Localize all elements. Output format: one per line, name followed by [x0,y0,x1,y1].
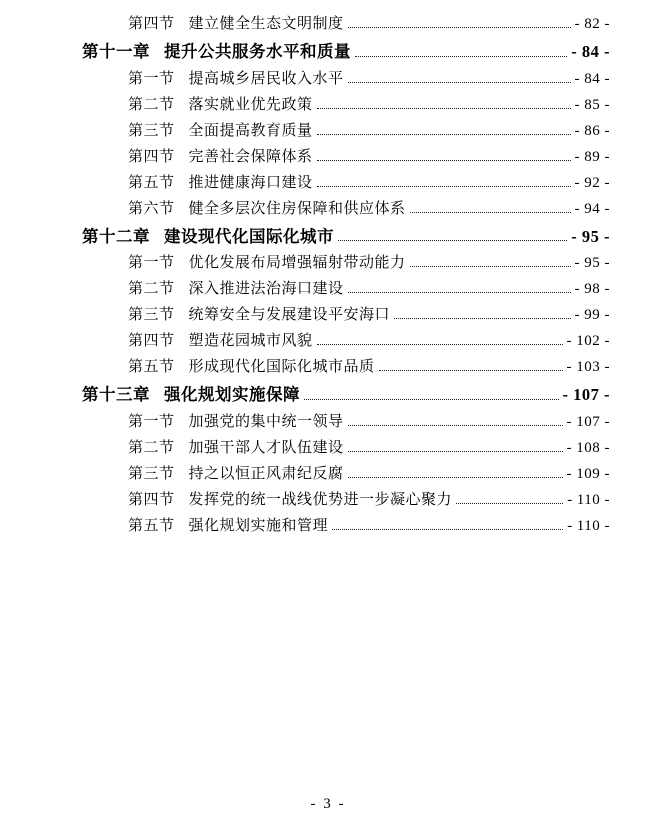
toc-leader-dots [379,360,563,375]
toc-entry-title: 完善社会保障体系 [188,148,313,165]
toc-section-row[interactable] [56,308,610,323]
toc-entry-title: 深入推进法治海口建设 [188,281,344,297]
toc-chapter-row[interactable] [56,226,610,246]
toc-entry-title: 落实就业优先政策 [188,96,313,113]
toc-entry-page-number: - 110 - [567,517,610,534]
toc-leader-dots [317,334,563,349]
toc-section-row[interactable] [56,256,610,271]
toc-entry-title: 加强党的集中统一领导 [188,413,344,430]
toc-entry-title: 健全多层次住房保障和供应体系 [188,200,406,217]
toc-leader-dots [348,441,563,456]
toc-entry-title: 统筹安全与发展建设平安海口 [188,307,391,323]
toc-entry-title: 全面提高教育质量 [188,122,313,139]
toc-entry-label: 第四节 [128,16,175,32]
toc-entry-title: 塑造花园城市风貌 [188,333,313,349]
toc-section-row[interactable] [56,98,610,113]
toc-entry-page-number: - 107 - [566,413,610,430]
toc-entry-page-number: - 107 - [562,385,610,404]
toc-leader-dots [348,415,563,430]
toc-entry-title: 强化规划实施保障 [164,385,300,404]
toc-section-row[interactable] [56,493,610,508]
toc-entry-label: 第一节 [128,413,175,430]
toc-leader-dots [456,493,563,508]
toc-entry-label: 第十三章 [82,385,150,404]
toc-entry-page-number: - 99 - [574,307,610,323]
page-number: - 3 - [310,796,346,812]
toc-entry-title: 持之以恒正风肃纪反腐 [188,465,344,482]
toc-entry-page-number: - 110 - [567,491,610,508]
toc-section-row[interactable] [56,202,610,217]
toc-entry-label: 第四节 [128,491,175,508]
toc-entry-label: 第四节 [128,333,175,349]
toc-leader-dots [348,467,563,482]
page-footer [0,796,666,813]
toc-leader-dots [410,256,571,271]
table-of-contents [56,17,610,534]
toc-entry-label: 第三节 [128,465,175,482]
toc-leader-dots [317,150,571,165]
toc-chapter-row[interactable] [56,44,610,61]
toc-entry-page-number: - 95 - [571,226,610,246]
toc-entry-label: 第二节 [128,96,175,113]
toc-entry-page-number: - 108 - [566,439,610,456]
toc-entry-page-number: - 109 - [566,465,610,482]
toc-leader-dots [348,282,571,297]
toc-entry-page-number: - 86 - [574,122,610,139]
toc-entry-title: 形成现代化国际化城市品质 [188,359,375,375]
toc-entry-label: 第二节 [128,281,175,297]
toc-entry-label: 第六节 [128,200,175,217]
toc-entry-title: 建设现代化国际化城市 [164,226,334,246]
toc-leader-dots [394,308,570,323]
toc-leader-dots [410,202,571,217]
toc-leader-dots [317,124,571,139]
toc-chapter-row[interactable] [56,387,610,404]
toc-leader-dots [317,98,571,113]
toc-section-row[interactable] [56,467,610,482]
toc-entry-page-number: - 84 - [574,70,610,87]
toc-leader-dots [317,176,571,191]
toc-section-row[interactable] [56,72,610,87]
toc-entry-page-number: - 85 - [574,96,610,113]
toc-section-row[interactable] [56,334,610,349]
toc-leader-dots [348,72,571,87]
toc-entry-page-number: - 82 - [574,16,610,32]
toc-section-row[interactable] [56,282,610,297]
toc-entry-label: 第三节 [128,307,175,323]
toc-entry-page-number: - 98 - [574,281,610,297]
toc-leader-dots [338,229,567,246]
toc-entry-title: 强化规划实施和管理 [188,517,329,534]
toc-entry-label: 第五节 [128,359,175,375]
toc-entry-label: 第五节 [128,174,175,191]
toc-entry-label: 第五节 [128,517,175,534]
toc-section-row[interactable] [56,124,610,139]
toc-entry-label: 第十二章 [82,226,150,246]
toc-leader-dots [355,44,567,61]
toc-section-row[interactable] [56,415,610,430]
toc-leader-dots [332,519,563,534]
toc-entry-page-number: - 89 - [574,148,610,165]
toc-entry-page-number: - 92 - [574,174,610,191]
toc-section-row[interactable] [56,176,610,191]
toc-entry-label: 第二节 [128,439,175,456]
toc-entry-label: 第一节 [128,70,175,87]
toc-entry-title: 发挥党的统一战线优势进一步凝心聚力 [188,491,453,508]
toc-entry-title: 优化发展布局增强辐射带动能力 [188,255,406,271]
toc-section-row[interactable] [56,441,610,456]
toc-entry-page-number: - 95 - [574,255,610,271]
toc-entry-title: 推进健康海口建设 [188,174,313,191]
toc-entry-title: 提高城乡居民收入水平 [188,70,344,87]
toc-entry-title: 加强干部人才队伍建设 [188,439,344,456]
toc-leader-dots [304,387,559,404]
toc-entry-label: 第一节 [128,255,175,271]
toc-leader-dots [348,17,571,32]
toc-entry-page-number: - 94 - [574,200,610,217]
toc-entry-page-number: - 103 - [566,359,610,375]
toc-section-row[interactable] [56,519,610,534]
toc-entry-title: 建立健全生态文明制度 [188,16,344,32]
toc-section-row[interactable] [56,150,610,165]
toc-entry-title: 提升公共服务水平和质量 [164,42,351,61]
toc-entry-label: 第三节 [128,122,175,139]
toc-section-row[interactable] [56,360,610,375]
toc-entry-page-number: - 102 - [566,333,610,349]
toc-entry-label: 第四节 [128,148,175,165]
toc-entry-page-number: - 84 - [571,42,610,61]
toc-entry-label: 第十一章 [82,42,150,61]
toc-section-row[interactable] [56,17,610,32]
